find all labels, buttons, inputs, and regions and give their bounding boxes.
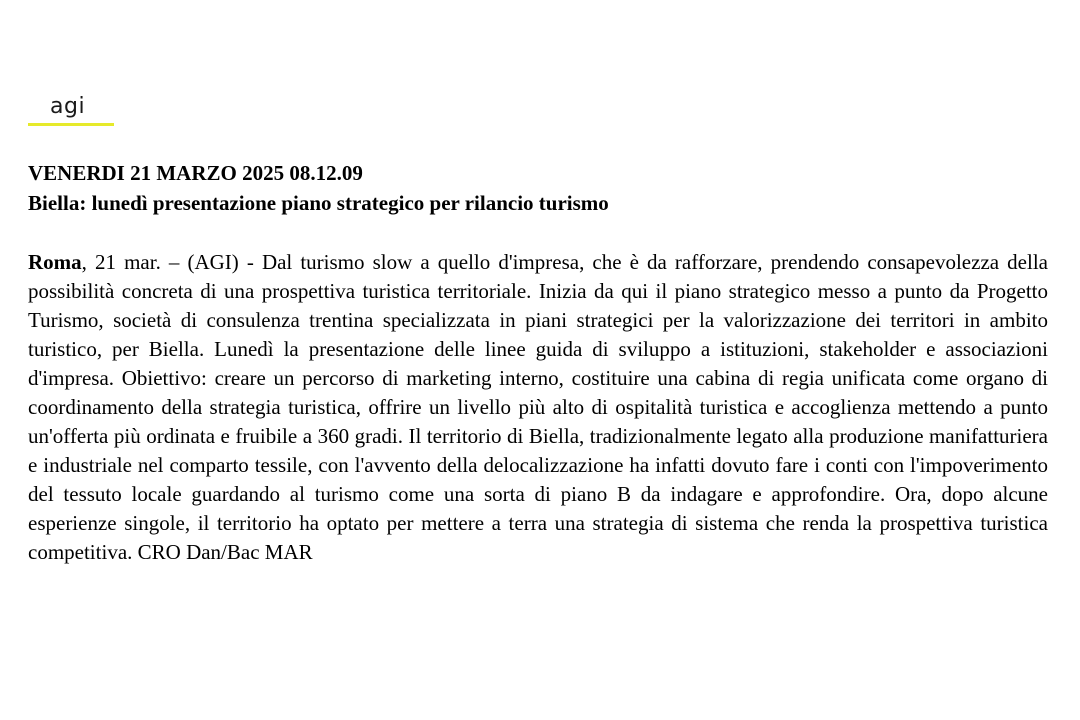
- article-text: , 21 mar. – (AGI) - Dal turismo slow a quello d'impresa, che è da rafforzare, prendendo consapevolezza della possibilità concreta di una prospettiva turistica territoriale. Inizia da qui il piano strategico messo a punto da Progetto Turismo, società di consulenza trentina specializzata in piani strategici per la valorizzazione dei territori in ambito turistico, per Biella. Lunedì la presentazione delle linee guida di sviluppo a istituzioni, stakeholder e associazioni d'impresa. Obiettivo: creare un percorso di marketing interno, costituire una cabina di regia unificata come organo di coordinamento della strategia turistica, offrire un livello più alto di ospitalità turistica e accoglienza mettendo a punto un'offerta più ordinata e fruibile a 360 gradi. Il territorio di Biella, tradizionalmente legato alla produzione manifatturiera e industriale nel comparto tessile, con l'avvento della delocalizzazione ha infatti dovuto fare i conti con l'impoverimento del tessuto locale guardando al turismo come una sorta di piano B da indagare e approfondire. Ora, dopo alcune esperienze singole, il territorio ha optato per mettere a terra una strategia di sistema che renda la prospettiva turistica competitiva. CRO Dan/Bac MAR: [28, 250, 1048, 564]
- article-dateline: VENERDI 21 MARZO 2025 08.12.09: [28, 161, 363, 185]
- logo-text: agi: [50, 94, 86, 119]
- article-body: [28, 248, 1048, 567]
- agi-logo: [28, 90, 114, 128]
- article-place: Roma: [28, 250, 82, 274]
- logo-underline: [28, 123, 114, 126]
- article-headline: Biella: lunedì presentazione piano strategico per rilancio turismo: [28, 191, 609, 215]
